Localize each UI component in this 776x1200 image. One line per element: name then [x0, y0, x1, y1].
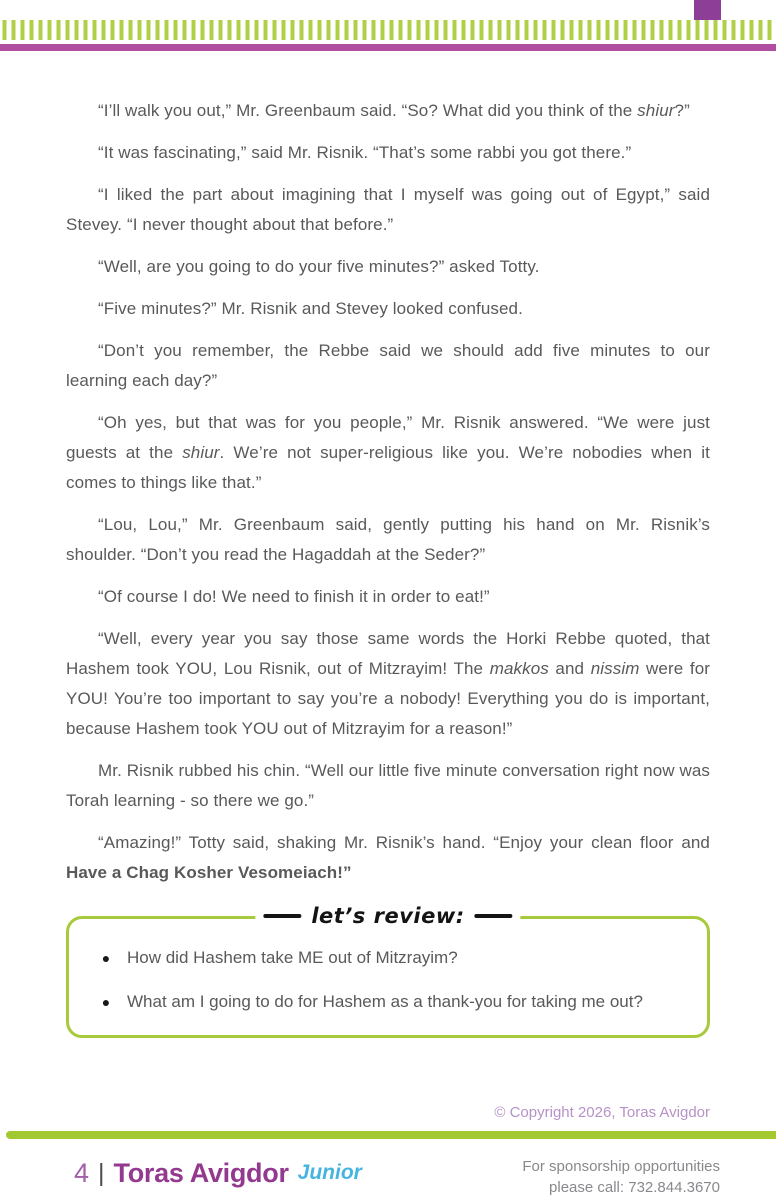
story-text-segment: “I’ll walk you out,” Mr. Greenbaum said. “So? What did you think of the	[98, 101, 638, 120]
story-text-segment: “Don’t you remember, the Rebbe said we should add five minutes to our learning each day?”	[66, 341, 710, 390]
copyright-notice: © Copyright 2026, Toras Avigdor	[494, 1104, 710, 1121]
story-paragraph	[66, 624, 710, 744]
story-text-segment: and	[548, 659, 591, 678]
page-number-separator: |	[98, 1159, 105, 1187]
sponsorship-info	[522, 1156, 720, 1198]
story-text-segment: shiur	[182, 443, 220, 462]
story-paragraph	[66, 336, 710, 396]
story-text-segment: . We’re not super-religious like you. We’re nobodies when it comes to things like that.”	[66, 443, 710, 492]
story-paragraph	[66, 510, 710, 570]
review-question-text: How did Hashem take ME out of Mitzrayim?	[127, 948, 458, 967]
review-question	[85, 989, 691, 1015]
story-text	[66, 96, 710, 888]
story-paragraph	[66, 180, 710, 240]
story-paragraph	[66, 294, 710, 324]
footer-green-line-decoration	[6, 1131, 776, 1139]
story-text-segment: nissim	[590, 659, 640, 678]
story-text-segment: “Well, are you going to do your five minutes?” asked Totty.	[98, 257, 540, 276]
review-box	[66, 904, 710, 1038]
bullet-icon: ●	[101, 994, 111, 1010]
sponsorship-line-1: For sponsorship opportunities	[522, 1158, 720, 1175]
header-dashed-strip-decoration	[0, 20, 776, 40]
story-text-segment: “Amazing!” Totty said, shaking Mr. Risnik’s hand. “Enjoy your clean floor and	[98, 833, 710, 852]
story-text-segment: “Of course I do! We need to finish it in order to eat!”	[98, 587, 490, 606]
title-right-dash-decoration	[475, 914, 513, 918]
story-text-segment: were for YOU! You’re too important to say you’re a nobody! Everything you do is important, because Hashem took YOU out of Mitzrayim for a reason!”	[66, 659, 711, 738]
sponsorship-line-2: please call: 732.844.3670	[549, 1179, 720, 1196]
review-question	[85, 945, 691, 971]
page-footer	[0, 1152, 776, 1198]
story-text-segment: Have a Chag Kosher Vesomeiach!”	[66, 863, 352, 882]
bullet-icon: ●	[101, 950, 111, 966]
story-text-segment: “Lou, Lou,” Mr. Greenbaum said, gently putting his hand on Mr. Risnik’s shoulder. “Don’t you read the Hagaddah at the Seder?”	[66, 515, 710, 564]
page-content	[66, 96, 710, 1038]
story-text-segment: “I liked the part about imagining that I myself was going out of Egypt,” said Stevey. “I never thought about that before.”	[66, 185, 710, 234]
footer-brand	[74, 1156, 362, 1190]
story-text-segment: ?”	[674, 101, 690, 120]
story-text-segment: “Five minutes?” Mr. Risnik and Stevey looked confused.	[98, 299, 523, 318]
story-paragraph	[66, 582, 710, 612]
review-title-text: let’s review:	[311, 904, 465, 928]
story-text-segment: “Well, every year you say those same words the Horki Rebbe quoted, that Hashem took YOU, Lou Risnik, out of Mitzrayim! The	[66, 629, 710, 678]
story-text-segment: shiur	[637, 101, 675, 120]
page-number: 4	[74, 1158, 90, 1188]
story-paragraph	[66, 756, 710, 816]
review-box-title	[255, 904, 520, 928]
brand-name: Toras Avigdor	[113, 1158, 289, 1188]
story-paragraph	[66, 138, 710, 168]
story-paragraph	[66, 408, 710, 498]
title-left-dash-decoration	[263, 914, 301, 918]
story-text-segment: “It was fascinating,” said Mr. Risnik. “That’s some rabbi you got there.”	[98, 143, 632, 162]
review-question-list	[85, 945, 691, 1015]
story-paragraph	[66, 96, 710, 126]
story-text-segment: makkos	[489, 659, 549, 678]
story-text-segment: “Oh yes, but that was for you people,” Mr. Risnik answered. “We were just guests at the	[66, 413, 710, 462]
header-magenta-bar-decoration	[0, 44, 776, 51]
brand-suffix: Junior	[297, 1161, 362, 1184]
story-paragraph	[66, 828, 710, 888]
story-text-segment: Mr. Risnik rubbed his chin. “Well our little five minute conversation right now was Torah learning - so there we go.”	[66, 761, 710, 810]
review-question-text: What am I going to do for Hashem as a thank-you for taking me out?	[127, 992, 643, 1011]
story-paragraph	[66, 252, 710, 282]
